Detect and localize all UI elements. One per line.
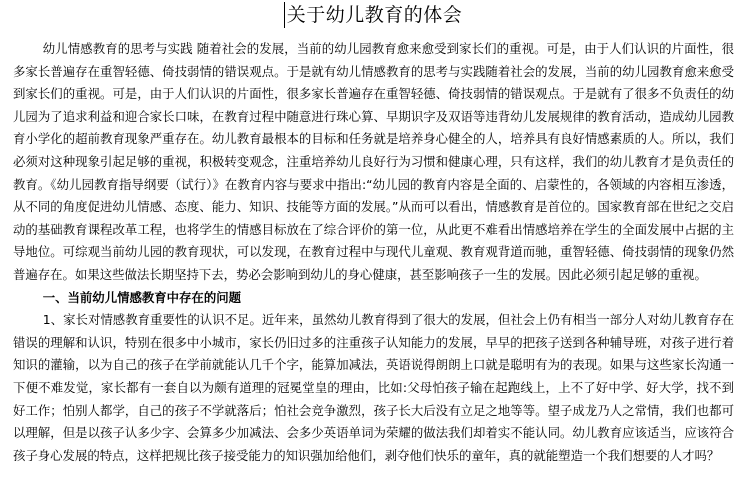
title-row <box>0 2 746 32</box>
document-title: 关于幼儿教育的体会 <box>286 4 463 26</box>
section-paragraph: 1、家长对情感教育重要性的认识不足。近年来，虽然幼儿教育得到了很大的发展，但社会上仍有相当一部分人对幼儿教育存在错误的理解和认识，特别在很多中小城市，家长仍旧过多的注重孩子认知能力的发展，早早的把孩子送到各种辅导班，对孩子进行着知识的灌输，以为自己的孩子在学前就能认几千个字，能算加减法，英语说得朗朗上口就是聪明有为的表现。如果与这些家长沟通一下便不难发觉，家长都有一套自以为颇有道理的冠冕堂皇的理由，比如:父母怕孩子输在起跑线上，上不了好中学、好大学，找不到好工作；怕别人都学，自己的孩子不学就落后；怕社会竞争激烈，孩子长大后没有立足之地等等。望子成龙乃人之常情，我们也都可以理解，但是以孩子认多少字、会算多少加减法、会多少英语单词为荣耀的做法我们却着实不能认同。幼儿教育应该适当，应该符合孩子身心发展的特点，这样把规比孩子接受能力的知识强加给他们，剥夺他们快乐的童年，真的就能塑造一个我们想要的人才吗？ <box>13 312 734 463</box>
text-cursor <box>284 2 285 28</box>
intro-paragraph: 幼儿情感教育的思考与实践 随着社会的发展，当前的幼儿园教育愈来愈受到家长们的重视。可是，由于人们认识的片面性，很多家长普遍存在重智轻德、倚技弱情的错误观点。于是就有幼儿情感教育的思考与实践随着社会的发展，当前的幼儿园教育愈来愈受到家长们的重视。可是，由于人们认识的片面性，很多家长普遍存在重智轻德、倚技弱情的错误观点。于是就有了很多不负责任的幼儿园为了追求利益和迎合家长口味，在教育过程中随意进行珠心算、早期识字及双语等违背幼儿发展规律的教育活动，造成幼儿园教育小学化的超前教育现象严重存在。幼儿教育最根本的目标和任务就是培养身心健全的人，培养具有良好情感素质的人。所以，我们必须对这种现象引起足够的重视，积极转变观念，注重培养幼儿良好行为习惯和健康心理，只有这样，我们的幼儿教育才是负责任的教育。《幼儿园教育指导纲要（试行）》在教育内容与要求中指出:“幼儿园的教育内容是全面的、启蒙性的，各领域的内容相互渗透，从不同的角度促进幼儿情感、态度、能力、知识、技能等方面的发展。”从而可以看出，情感教育是首位的。国家教育部在世纪之交启动的基础教育课程改革工程，也将学生的情感目标放在了综合评价的第一位，从此更不难看出情感培养在学生的全面发展中占据的主导地位。可综观当前幼儿园的教育现状，可以发现，在教育过程中与现代儿童观、教育观背道而驰，重智轻德、倚技弱情的现象仍然普遍存在。如果这些做法长期坚持下去，势必会影响到幼儿的身心健康，甚至影响孩子一生的发展。因此必须引起足够的重视。 <box>13 41 734 282</box>
document-body[interactable] <box>13 38 734 467</box>
section-heading: 一、当前幼儿情感教育中存在的问题 <box>42 289 241 305</box>
